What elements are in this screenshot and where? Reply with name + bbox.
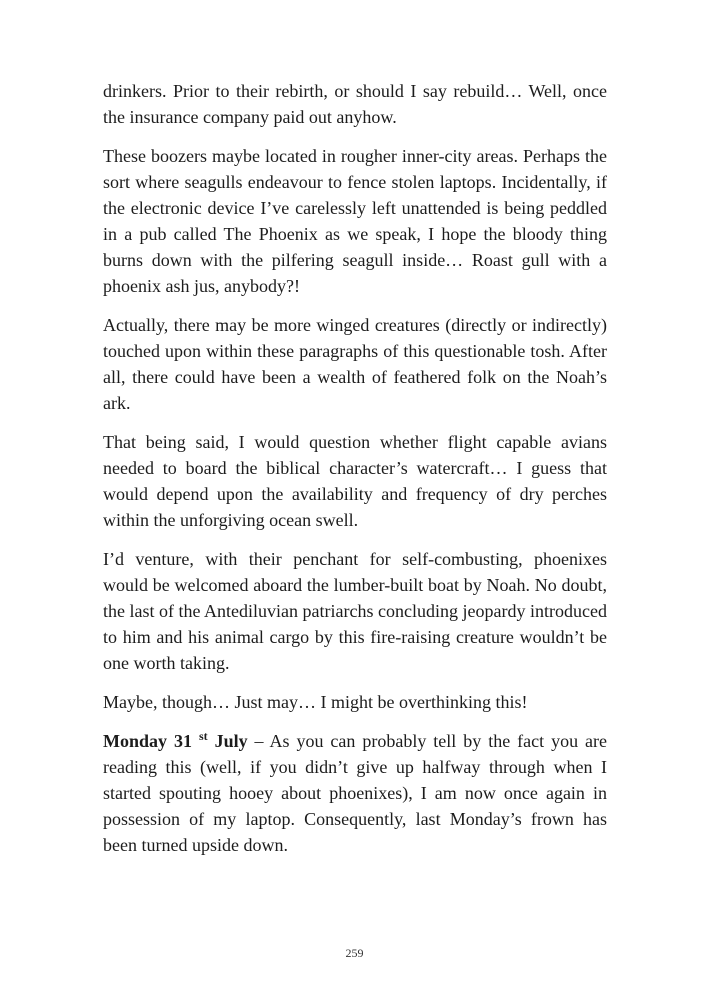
ordinal-suffix: st [198, 729, 208, 743]
paragraph: That being said, I would question whether flight capable avians needed to board the biblical character’s watercraft… I guess that would depend upon the availability and frequency of dry perches within the unforgiving ocean swell. [103, 432, 607, 530]
paragraph: Maybe, though… Just may… I might be overthinking this! [103, 692, 528, 712]
paragraph: These boozers maybe located in rougher inner-city areas. Perhaps the sort where seagulls endeavour to fence stolen laptops. Incidentally, if the electronic device I’ve carelessly left unattended is being peddled in a pub called The Phoenix as we speak, I hope the bloody thing burns down with the pilfering seagull inside… Roast gull with a phoenix ash jus, anybody?! [103, 146, 607, 296]
page-number: 259 [345, 946, 364, 960]
paragraph: Actually, there may be more winged creatures (directly or indirectly) touched upon within these paragraphs of this questionable tosh. After all, there could have been a wealth of feathered folk on the Noah’s ark. [103, 315, 607, 413]
page-content [103, 78, 607, 871]
paragraph: drinkers. Prior to their rebirth, or should I say rebuild… Well, once the insurance company paid out anyhow. [103, 81, 607, 127]
entry-date: Monday 31 $^{st}$ July [103, 729, 248, 751]
paragraph: I’d venture, with their penchant for self-combusting, phoenixes would be welcomed aboard the lumber-built boat by Noah. No doubt, the last of the Antediluvian patriarchs concluding jeopardy introduced to him and his animal cargo by this fire-raising creature wouldn’t be one worth taking. [103, 549, 607, 673]
paragraph: Monday 31 $^{st}$ July – As you can probably tell by the fact you are reading this (well, if you didn’t give up halfway through when I started spouting hooey about phoenixes), I am now once again in possession of my laptop. Consequently, last Monday’s frown has been turned upside down. [103, 729, 608, 855]
